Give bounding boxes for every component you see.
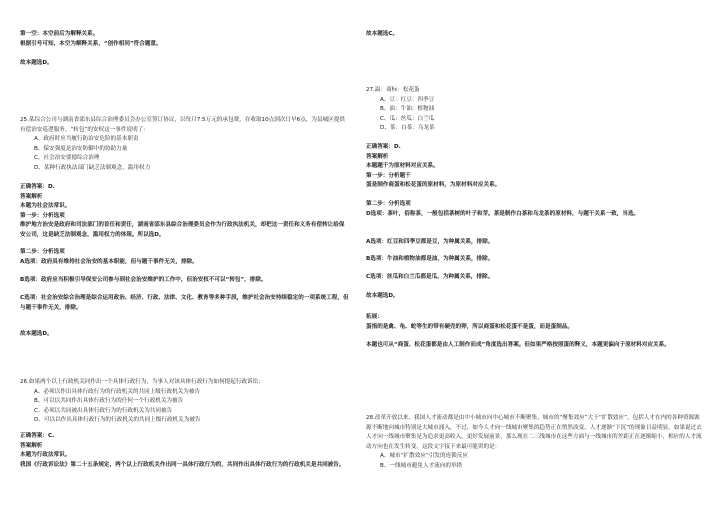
question-27-answer <box>366 143 702 191</box>
step-heading: 第二步：分析选项 <box>20 249 65 255</box>
question-26-answer <box>20 432 350 470</box>
option-c: C、瓜：丝瓜：白兰瓜 <box>380 115 435 122</box>
option-b: B、保安强度是治安防御中的协助力量 <box>34 145 128 152</box>
question-28 <box>366 414 702 472</box>
analysis-item: D选项：茶叶，俗称茶，一般包括茶树的叶子和芽。茶是制作白茶和乌龙茶的原材料，与题干关系一致，当选。 <box>366 210 640 217</box>
question-27-extension <box>366 313 702 332</box>
question-stem: 25.某综合公司与湖南省邵东县综合治理委员会办公室签订协议，以每月7.5万元的承包费，在收取10点到次日早6点，为县城区提供有偿治安巡逻服务。“转包”的安权这一事件说明了： <box>20 117 345 133</box>
option-d: D、某种行政执法部门缺乏法制观念，滥用权力 <box>34 164 151 171</box>
option-c: C、必须以共同被出具体行政行为的行政机关为共同被告 <box>34 407 173 414</box>
correct-answer: 正确答案：D. <box>20 184 55 190</box>
question-27-analysis-c <box>366 273 702 283</box>
step-text: 蛋是制作商蛋和松花蛋的原材料，为原材料对应关系。 <box>366 182 501 189</box>
question-25-conclusion <box>20 330 350 340</box>
conclusion-line: 故本题选C。 <box>366 31 399 37</box>
analysis-item: C选项：社会治安综合治理是综合运用政治、经济、行政、法律、文化、教育等多种手段，维护社会治安持续稳定的一项系统工程，但与题干事件无关，排除。 <box>20 295 349 311</box>
explanation-heading: 答案解析 <box>20 442 43 449</box>
explanation-note: 本题题干为原材料对应关系。 <box>366 163 439 170</box>
explanation-heading: 答案解析 <box>366 153 389 160</box>
question-27-analysis-b <box>366 255 702 265</box>
note-text: 本题也可从“商蛋、松花蛋都是由人工制作而成”角度选出答案。但如果严格按照蛋的释义，本题更偏向于原材料对应关系。 <box>366 342 670 348</box>
question-27-analysis-a <box>366 238 702 248</box>
extension-text: 蛋指的是禽、龟、蛇等生的带有硬壳的卵，所以商蛋和松花蛋不是蛋，而是蛋制品。 <box>366 323 573 330</box>
analysis-item: C选项：丝瓜和白兰瓜都是瓜，为种属关系，排除。 <box>366 274 494 280</box>
extension-heading: 拓展： <box>366 314 383 320</box>
step-text: 维护地方治安是政府和司法部门的首任和责任，湖南省邵东县综合治理委员会作为行政执法机关，却把这一责任和义务有偿转让给保安公司，这是缺乏法制观念，滥用权力的体现。所以选D。 <box>20 222 345 238</box>
question-stem: 28.改革开放以来，我国人才流动都是由中小城市向中心城市不断聚集，城市的“聚集效应”大于“扩散效应”，包括人才在内的各种资源源源不断地向城市特别是大城市涌入，不过，如今人才向一线城市聚集的趋势正在悄然改变，人才逐渐“下沉”的现象日益明显。如果说过去人才向一线城市聚集是为追求更高收入，更好发展前景，那么现在二三线城市在这些方面与一线城市的差距正在逐渐缩小，相应的人才流动方向也在发生转变。这段文字接下来最可能讲的是： <box>366 415 702 450</box>
conclusion-line: 故本题选D。 <box>20 331 53 337</box>
step-heading: 第二步：分析选项 <box>366 201 411 207</box>
question-25-analysis-c <box>20 294 350 313</box>
question-27-note <box>366 341 702 351</box>
question-25-analysis-b <box>20 276 350 286</box>
previous-answer-block <box>20 30 350 68</box>
question-25-answer <box>20 183 350 241</box>
explanation-line: 第一空：本空前后为解释关系。 <box>20 31 99 37</box>
analysis-item: A选项：红豆和四季豆都是豆，为种属关系，排除。 <box>366 239 494 245</box>
blank-line <box>20 49 350 59</box>
question-stem: 27.温：商标：松花蛋 <box>366 87 420 93</box>
option-a: A、政府时应当履行防治安危险的基本职责 <box>34 136 139 143</box>
question-25-analysis <box>20 248 350 267</box>
question-27 <box>366 86 702 134</box>
explanation-note: 本题为社会法常识。 <box>20 203 71 210</box>
explanation-note: 本题为行政法常识。 <box>20 452 71 459</box>
question-25 <box>20 116 350 174</box>
step-heading: 第一步：分析题干 <box>366 172 411 179</box>
correct-answer: 正确答案：C. <box>20 433 55 439</box>
option-a: A、城市“扩散效应”引发的连锁反应 <box>380 453 468 460</box>
conclusion-line: 故本题选D。 <box>366 293 399 299</box>
explanation-line: 根据引号可知，本空为解释关系，“创作相同”符合题意。 <box>20 40 162 47</box>
analysis-item: B选项：牛油和植物油都是油，为种属关系，排除。 <box>366 256 494 262</box>
explanation-body: 我国《行政诉讼法》第二十五条规定，两个以上行政机关作出同一具体行政行为的，共同作出具体行政行为的行政机关是共同被告。 <box>20 461 345 468</box>
question-27-conclusion <box>366 292 702 302</box>
option-d: D、茶：白茶：乌龙茶 <box>380 125 435 132</box>
explanation-heading: 答案解析 <box>20 193 43 200</box>
option-a: A、豆：红豆：四季豆 <box>380 96 435 103</box>
question-26 <box>20 378 350 426</box>
correct-answer: 正确答案：D. <box>366 144 401 150</box>
analysis-item: A选项：政府具有维持社会治安的基本职能，但与题干事件无关，排除。 <box>20 258 198 265</box>
analysis-item: B选项：政府应当积极引导保安公司参与到社会治安维护的工作中，但治安权不可以“转包”，排除。 <box>20 277 267 283</box>
option-b: B、一线城市避免人才流向的举措 <box>380 462 463 469</box>
option-a: A、必须以作出具体行政行为的行政机关的共同上级行政机关为被告 <box>34 388 201 395</box>
step-heading: 第一步：分析选项 <box>20 212 65 219</box>
option-b: B、油：牛油：植物油 <box>380 106 435 113</box>
option-c: C、社会治安要德综合治理 <box>34 155 100 162</box>
previous-conclusion <box>366 30 702 40</box>
option-d: D、可以以作出具体行政行为的行政机关的共同上级行政机关为被告 <box>34 417 201 424</box>
option-b: B、可以以共同作出具体行政行为的任何一个行政机关为被告 <box>34 398 184 405</box>
question-stem: 26.如果两个以上行政机关同作出一个具体行政行为，当事人对该具体行政行为如何提起行政诉讼： <box>20 379 264 385</box>
conclusion-line: 故本题选D。 <box>20 59 53 66</box>
question-27-analysis <box>366 200 702 219</box>
